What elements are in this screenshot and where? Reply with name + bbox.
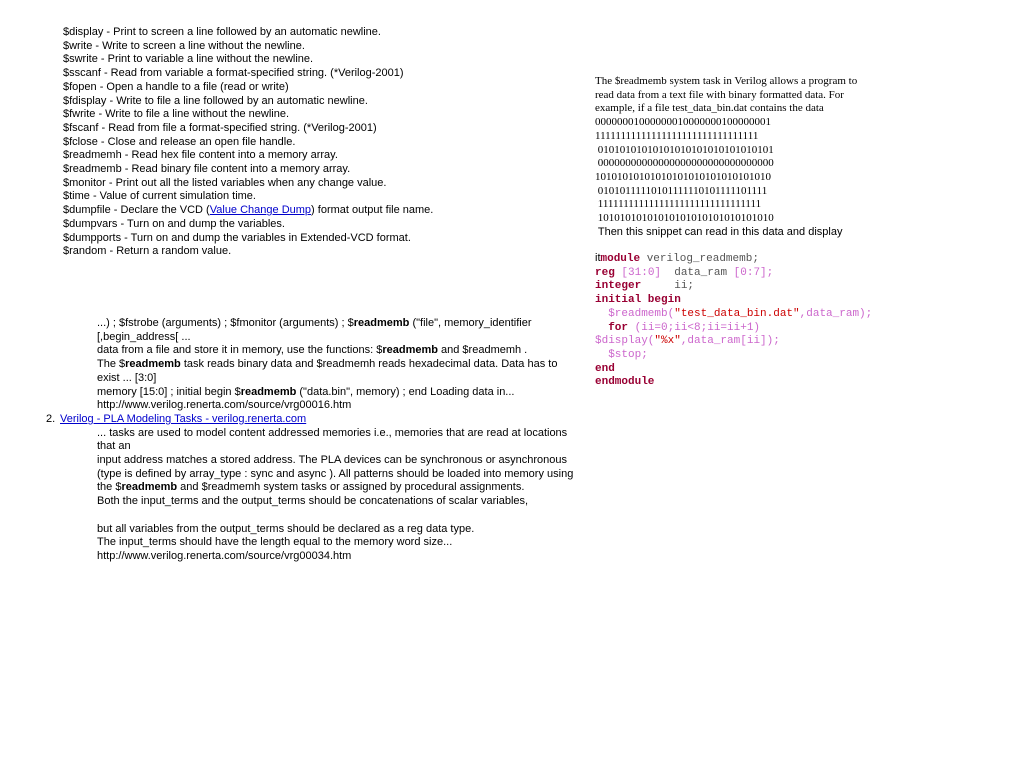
binary-line: 00000001000000010000000100000001 — [595, 116, 771, 129]
result-1-snippet — [46, 317, 598, 413]
display-call: $display( — [595, 335, 655, 348]
task-fdisplay: $fdisplay - Write to file a line followed by an automatic newline. — [63, 94, 368, 107]
result-line: Both the input_terms and the output_terms should be concatenations of scalar variables, — [97, 495, 529, 508]
reg-range: [31:0] — [614, 266, 662, 279]
result-line — [97, 317, 598, 331]
readmemb-file: "test_data_bin.dat" — [674, 307, 800, 320]
snippet-text: and $readmemh . — [437, 344, 528, 357]
system-task-list — [63, 26, 583, 259]
readmemb-rest: ,data_ram); — [799, 307, 873, 320]
readmemb-call: $readmemb( — [595, 307, 675, 320]
search-results — [46, 317, 598, 564]
result-line: [,begin_address[ ... — [97, 330, 191, 343]
snippet-intro: Then this snippet can read in this data and display — [595, 225, 843, 238]
result-line: ... tasks are used to model content addressed memories i.e., memories that are read at locations — [97, 426, 568, 439]
snippet-text: and $readmemh system tasks or assigned by procedural assignments. — [177, 481, 525, 494]
code-line-initial — [595, 294, 872, 308]
snippet-text: ("data.bin", memory) ; end Loading data in... — [296, 385, 515, 398]
result-line: input address matches a stored address. The PLA devices can be synchronous or asynchronous — [97, 454, 568, 467]
highlight-term: readmemb — [240, 385, 297, 398]
task-monitor: $monitor - Print out all the listed variables when any change value. — [63, 176, 387, 189]
stop-call: $stop; — [595, 348, 648, 361]
highlight-term: readmemb — [353, 317, 410, 329]
integer-keyword: integer — [595, 280, 642, 293]
snippet-text: data from a file and store it in memory, use the functions: $ — [97, 344, 383, 357]
initial-keyword: initial begin — [595, 294, 681, 307]
task-readmemh: $readmemh - Read hex file content into a memory array. — [63, 149, 338, 162]
vcd-link[interactable]: Value Change Dump — [209, 204, 312, 217]
dumpfile-prefix: $dumpfile - Declare the VCD ( — [63, 204, 210, 217]
code-line-integer — [595, 280, 872, 294]
task-time: $time - Value of current simulation time. — [63, 190, 256, 203]
reg-keyword: reg — [595, 266, 615, 279]
task-fwrite: $fwrite - Write to file a line without the newline. — [63, 108, 290, 121]
result-2-title-row — [46, 413, 598, 427]
for-keyword: for — [595, 321, 629, 334]
display-rest: ,data_ram[ii]); — [680, 335, 780, 348]
result-url: http://www.verilog.renerta.com/source/vrg00016.htm — [97, 399, 352, 412]
reg-dim: [0:7]; — [733, 266, 774, 279]
endmodule-keyword: endmodule — [595, 376, 655, 389]
binary-line: 11111111111111111111111111111111 — [595, 198, 762, 211]
snippet-text: ("file", memory_identifier — [409, 317, 532, 329]
task-display: $display - Print to screen a line followed by an automatic newline. — [63, 26, 381, 38]
result-line: (type is defined by array_type : sync and async ). All patterns should be loaded into memory using — [97, 467, 574, 480]
highlight-term: readmemb — [125, 358, 181, 371]
blank-line — [97, 509, 598, 523]
task-dumpfile — [63, 204, 583, 218]
display-format: "%x" — [654, 335, 681, 348]
code-line-for — [595, 322, 872, 336]
code-line-stop — [595, 349, 872, 363]
explanation-paragraph: The $readmemb system task in Verilog allows a program to read data from a text file with binary formatted data. For example, if a file test_data_bin.dat contains the data — [595, 75, 860, 115]
verilog-code-snippet — [595, 252, 872, 390]
code-lead: it — [595, 252, 601, 264]
code-line-display — [595, 335, 872, 349]
result-line: that an — [97, 440, 131, 453]
task-sscanf: $sscanf - Read from variable a format-specified string. (*Verilog-2001) — [63, 67, 404, 80]
result-number: 2. — [46, 412, 56, 425]
result-line: but all variables from the output_terms should be declared as a reg data type. — [97, 522, 475, 535]
binary-line: 11111111111111111111111111111111 — [595, 129, 759, 142]
end-keyword: end — [595, 362, 615, 375]
code-line-end — [595, 363, 872, 377]
highlight-term: readmemb — [382, 344, 438, 357]
binary-line: 10101010101010101010101010101010 — [595, 170, 771, 183]
result-line: exist ... [3:0] — [97, 371, 157, 384]
task-fscanf: $fscanf - Read from file a format-specified string. (*Verilog-2001) — [63, 121, 377, 134]
module-name: verilog_readmemb; — [640, 253, 759, 265]
module-keyword: module — [600, 253, 641, 265]
result-line: The input_terms should have the length equal to the memory word size... — [97, 536, 453, 549]
task-fopen: $fopen - Open a handle to a file (read or write) — [63, 80, 289, 93]
task-write: $write - Write to screen a line without the newline. — [63, 39, 305, 52]
snippet-text: memory [15:0] ; initial begin $ — [97, 385, 241, 398]
binary-line: 01010101010101010101010101010101 — [595, 143, 774, 156]
snippet-text: The $ — [97, 358, 126, 371]
result-line — [97, 358, 598, 372]
task-fclose: $fclose - Close and release an open file handle. — [63, 135, 296, 148]
binary-line: 00000000000000000000000000000000 — [595, 157, 774, 170]
code-line-module — [595, 252, 872, 267]
snippet-text: the $ — [97, 481, 122, 494]
readmemb-explanation — [595, 75, 865, 239]
dumpfile-suffix: ) format output file name. — [311, 204, 434, 217]
result-line — [97, 481, 598, 495]
reg-name: data_ram — [661, 266, 734, 279]
snippet-text: task reads binary data and $readmemh reads hexadecimal data. Data has to — [180, 358, 558, 371]
task-dumpvars: $dumpvars - Turn on and dump the variables. — [63, 217, 285, 230]
binary-line: 01010111110101111110101111101111 — [595, 184, 768, 197]
task-readmemb: $readmemb - Read binary file content into a memory array. — [63, 163, 351, 176]
binary-line: 10101010101010101010101010101010 — [595, 212, 774, 225]
task-swrite: $swrite - Print to variable a line without the newline. — [63, 53, 314, 66]
for-rest: (ii=0;ii<8;ii=ii+1) — [628, 321, 761, 334]
highlight-term: readmemb — [121, 481, 178, 494]
result-2-snippet — [46, 427, 598, 564]
code-line-readmemb — [595, 308, 872, 322]
code-line-reg — [595, 267, 872, 281]
result-line — [97, 344, 598, 358]
result-line — [97, 386, 598, 400]
task-dumpports: $dumpports - Turn on and dump the variables in Extended-VCD format. — [63, 231, 411, 244]
result-url: http://www.verilog.renerta.com/source/vrg00034.htm — [97, 549, 352, 562]
snippet-text: ...) ; $fstrobe (arguments) ; $fmonitor (arguments) ; $ — [97, 317, 354, 329]
code-line-endmodule — [595, 376, 872, 390]
integer-name: ii; — [641, 280, 695, 293]
result-2-link[interactable]: Verilog - PLA Modeling Tasks - verilog.renerta.com — [60, 412, 307, 425]
task-random: $random - Return a random value. — [63, 245, 232, 258]
